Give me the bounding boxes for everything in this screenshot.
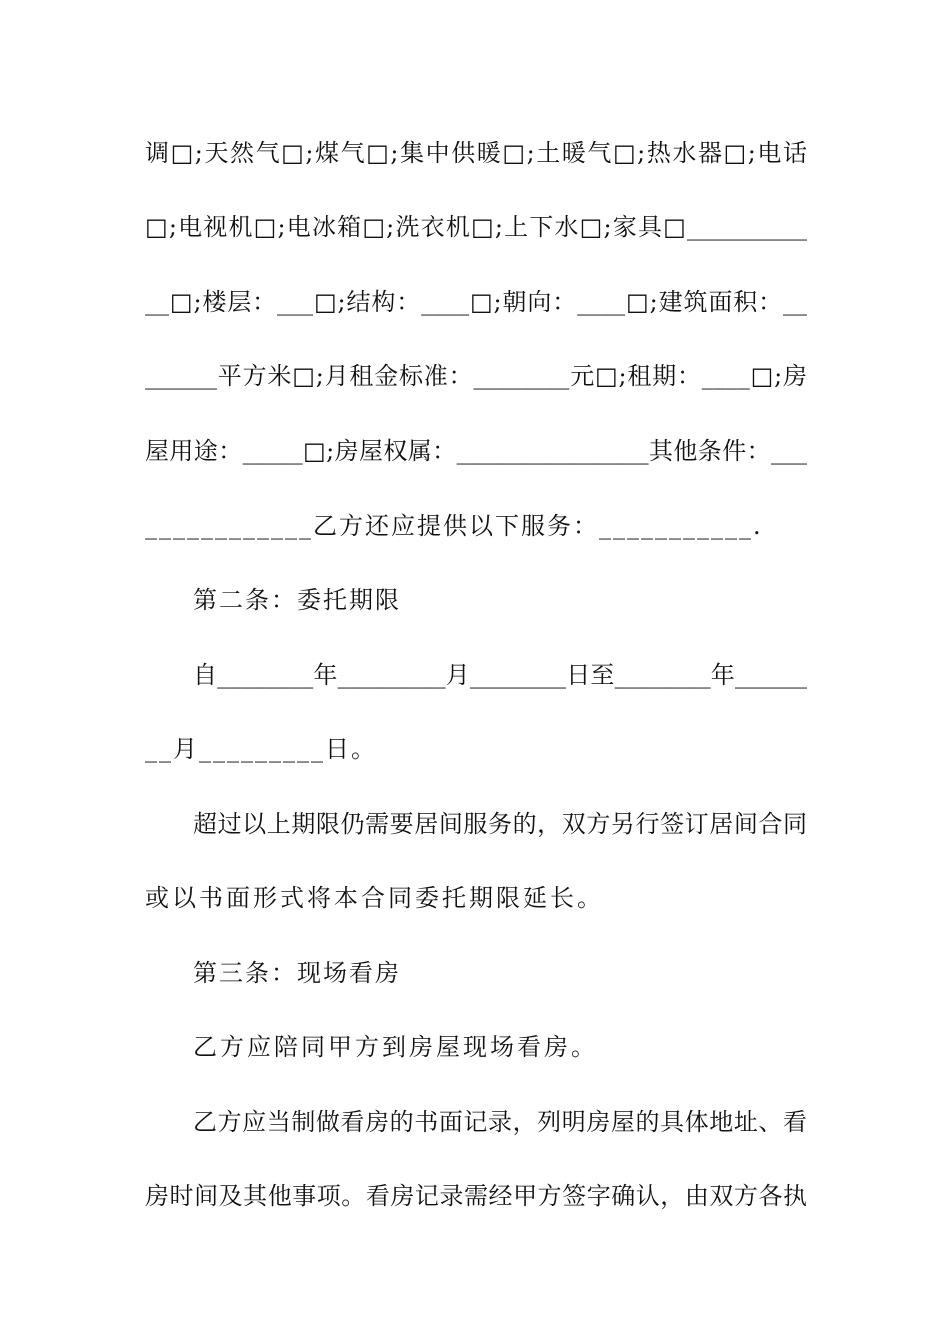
text-line-2: □;电视机□;电冰箱□;洗衣机□;上下水□;家具□__________ bbox=[145, 213, 807, 241]
text-line-date-end: __月_________日。 bbox=[145, 735, 377, 763]
text-line-13: 乙方应陪同甲方到房屋现场看房。 bbox=[193, 1033, 598, 1061]
text-line-14: 乙方应当制做看房的书面记录，列明房屋的具体地址、看 bbox=[193, 1108, 807, 1136]
text-line-6: ____________乙方还应提供以下服务：___________. bbox=[145, 512, 763, 540]
section-heading-3: 第三条：现场看房 bbox=[193, 959, 401, 987]
text-line-1: 调□;天然气□;煤气□;集中供暖□;土暖气□;热水器□;电话 bbox=[145, 139, 807, 167]
text-line-10: 超过以上期限仍需要居间服务的，双方另行签订居间合同 bbox=[193, 810, 807, 838]
text-line-11: 或以书面形式将本合同委托期限延长。 bbox=[145, 884, 604, 912]
text-line-5: 屋用途：_____□;房屋权属：________________其他条件：___ bbox=[145, 437, 807, 465]
text-line-4: ______平方米□;月租金标准：________元□;租期：____□;房 bbox=[145, 362, 807, 390]
text-line-date-range: 自________年_________月________日至________年______ bbox=[193, 661, 807, 689]
text-line-15: 房时间及其他事项。看房记录需经甲方签字确认，由双方各执 bbox=[145, 1182, 807, 1210]
section-heading-2: 第二条：委托期限 bbox=[193, 586, 401, 614]
text-line-3: __□;楼层：___□;结构：____□;朝向：____□;建筑面积：__ bbox=[145, 288, 807, 316]
